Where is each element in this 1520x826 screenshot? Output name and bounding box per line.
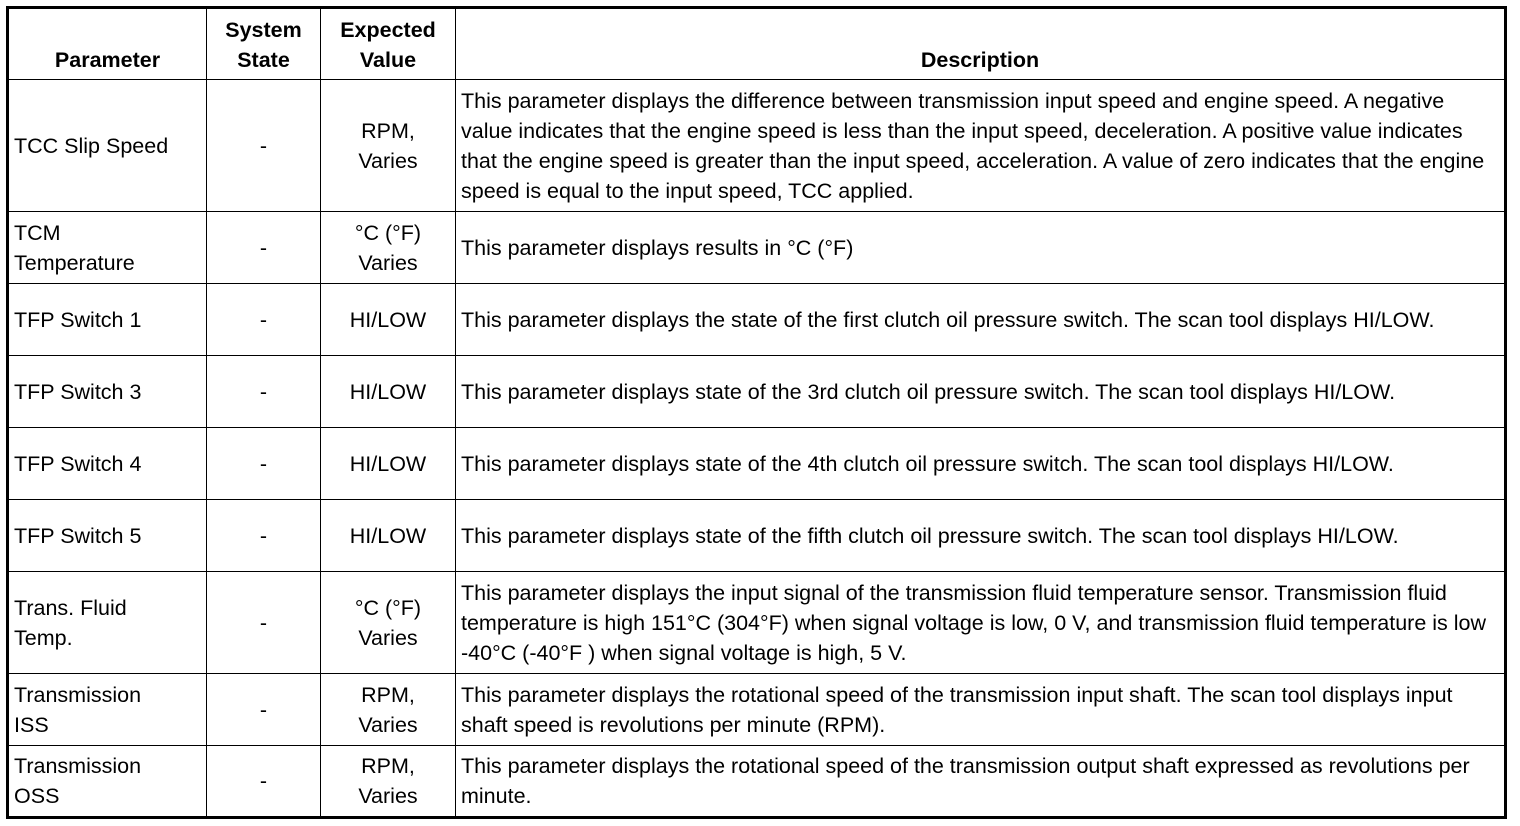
system-state-cell: - xyxy=(207,356,321,428)
header-row xyxy=(8,8,1506,80)
parameter-cell: TFP Switch 3 xyxy=(8,356,207,428)
expected-value-cell: RPM, Varies xyxy=(321,746,456,818)
header-expected-value: Expected Value xyxy=(321,8,456,80)
system-state-cell: - xyxy=(207,572,321,674)
description-cell: This parameter displays the rotational speed of the transmission output shaft expressed as revolutions per minute. xyxy=(456,746,1506,818)
system-state-cell: - xyxy=(207,80,321,212)
description-cell: This parameter displays results in °C (°F) xyxy=(456,212,1506,284)
expected-value-cell: °C (°F) Varies xyxy=(321,212,456,284)
expected-value-cell: HI/LOW xyxy=(321,356,456,428)
header-system-state: System State xyxy=(207,8,321,80)
system-state-cell: - xyxy=(207,284,321,356)
system-state-cell: - xyxy=(207,674,321,746)
system-state-cell: - xyxy=(207,428,321,500)
parameter-cell: TFP Switch 4 xyxy=(8,428,207,500)
parameter-cell: Transmission ISS xyxy=(8,674,207,746)
table-row xyxy=(8,572,1506,674)
table-row xyxy=(8,746,1506,818)
system-state-cell: - xyxy=(207,500,321,572)
system-state-cell: - xyxy=(207,746,321,818)
table-row xyxy=(8,284,1506,356)
parameter-cell: Trans. Fluid Temp. xyxy=(8,572,207,674)
expected-value-cell: HI/LOW xyxy=(321,500,456,572)
table-row xyxy=(8,500,1506,572)
table-row xyxy=(8,428,1506,500)
system-state-cell: - xyxy=(207,212,321,284)
parameter-cell: TCC Slip Speed xyxy=(8,80,207,212)
expected-value-cell: RPM, Varies xyxy=(321,80,456,212)
description-cell: This parameter displays the input signal of the transmission fluid temperature sensor. Transmission fluid temperature is high 151°C (304°F) when signal voltage is low, 0 V, and transmission fluid temperature is low -40°C (-40°F ) when signal voltage is high, 5 V. xyxy=(456,572,1506,674)
expected-value-cell: RPM, Varies xyxy=(321,674,456,746)
table-row xyxy=(8,356,1506,428)
header-description: Description xyxy=(456,8,1506,80)
parameter-cell: TCM Temperature xyxy=(8,212,207,284)
parameter-table xyxy=(6,6,1507,819)
expected-value-cell: HI/LOW xyxy=(321,428,456,500)
description-cell: This parameter displays the difference between transmission input speed and engine speed. A negative value indicates that the engine speed is less than the input speed, deceleration. A positive value indicates that the engine speed is greater than the input speed, acceleration. A value of zero indicates that the engine speed is equal to the input speed, TCC applied. xyxy=(456,80,1506,212)
parameter-cell: TFP Switch 5 xyxy=(8,500,207,572)
parameter-cell: TFP Switch 1 xyxy=(8,284,207,356)
expected-value-cell: HI/LOW xyxy=(321,284,456,356)
description-cell: This parameter displays state of the fifth clutch oil pressure switch. The scan tool displays HI/LOW. xyxy=(456,500,1506,572)
description-cell: This parameter displays the rotational speed of the transmission input shaft. The scan tool displays input shaft speed is revolutions per minute (RPM). xyxy=(456,674,1506,746)
table-row xyxy=(8,212,1506,284)
header-parameter: Parameter xyxy=(8,8,207,80)
description-cell: This parameter displays state of the 4th clutch oil pressure switch. The scan tool displays HI/LOW. xyxy=(456,428,1506,500)
table-row xyxy=(8,674,1506,746)
parameter-cell: Transmission OSS xyxy=(8,746,207,818)
expected-value-cell: °C (°F) Varies xyxy=(321,572,456,674)
description-cell: This parameter displays state of the 3rd clutch oil pressure switch. The scan tool displays HI/LOW. xyxy=(456,356,1506,428)
table-row xyxy=(8,80,1506,212)
description-cell: This parameter displays the state of the first clutch oil pressure switch. The scan tool displays HI/LOW. xyxy=(456,284,1506,356)
